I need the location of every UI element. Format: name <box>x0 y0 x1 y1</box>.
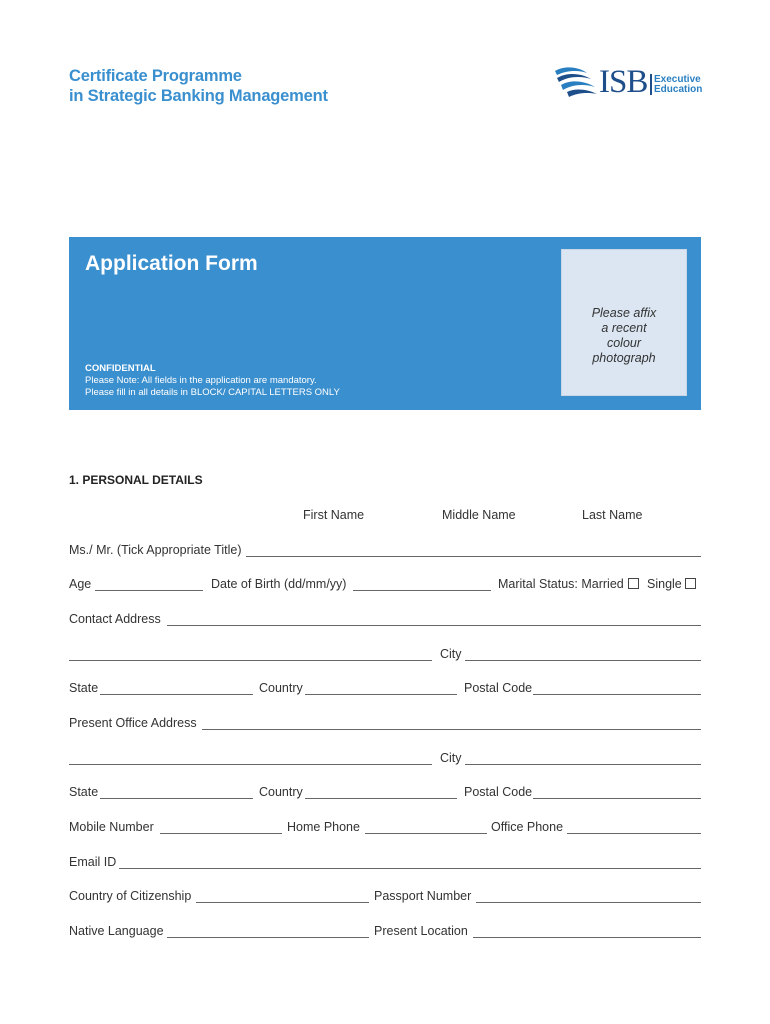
dob-field[interactable] <box>353 590 491 591</box>
office-state-row <box>69 785 701 803</box>
marital-status-label: Marital Status: Married <box>498 577 624 591</box>
email-row <box>69 855 701 873</box>
contact-state-row <box>69 681 701 699</box>
home-phone-field[interactable] <box>365 833 487 834</box>
confidential-note <box>85 363 340 399</box>
home-phone-label: Home Phone <box>287 820 360 834</box>
passport-number-label: Passport Number <box>374 889 472 903</box>
logo-divider <box>650 74 652 95</box>
citizenship-field[interactable] <box>196 902 369 903</box>
photo-instruction: Please affix a recent colour photograph <box>591 306 657 365</box>
dob-label: Date of Birth (dd/mm/yy) <box>211 577 347 591</box>
contact-country-label: Country <box>259 681 303 695</box>
programme-title-line1: Certificate Programme <box>69 67 242 85</box>
office-state-label: State <box>69 785 99 799</box>
confidential-label: CONFIDENTIAL <box>85 363 156 374</box>
contact-address-row <box>69 612 701 630</box>
native-language-field[interactable] <box>167 937 369 938</box>
capital-letters-note: Please fill in all details in BLOCK/ CAPITAL LETTERS ONLY <box>85 387 340 398</box>
contact-city-field[interactable] <box>465 660 701 661</box>
citizenship-row <box>69 889 701 907</box>
single-checkbox[interactable] <box>685 578 696 589</box>
contact-address-field[interactable] <box>167 625 701 626</box>
citizenship-label: Country of Citizenship <box>69 889 192 903</box>
first-name-header: First Name <box>303 508 365 522</box>
language-row <box>69 924 701 942</box>
office-postal-code-label: Postal Code <box>464 785 533 799</box>
title-label: Ms./ Mr. (Tick Appropriate Title) <box>69 543 242 557</box>
email-label: Email ID <box>69 855 117 869</box>
middle-name-header: Middle Name <box>442 508 516 522</box>
form-title: Application Form <box>85 252 258 275</box>
office-phone-field[interactable] <box>567 833 701 834</box>
isb-logo <box>553 63 703 103</box>
last-name-header: Last Name <box>582 508 643 522</box>
logo-subtitle <box>654 75 702 95</box>
contact-postal-code-label: Postal Code <box>464 681 533 695</box>
mobile-number-field[interactable] <box>160 833 282 834</box>
office-address-label: Present Office Address <box>69 716 197 730</box>
contact-address-label: Contact Address <box>69 612 161 626</box>
office-country-label: Country <box>259 785 303 799</box>
contact-country-field[interactable] <box>305 694 457 695</box>
photo-box <box>561 249 687 396</box>
passport-number-field[interactable] <box>476 902 701 903</box>
office-state-field[interactable] <box>100 798 253 799</box>
programme-title-line2: in Strategic Banking Management <box>69 87 328 105</box>
office-address-row <box>69 716 701 734</box>
age-label: Age <box>69 577 92 591</box>
logo-subtitle-line2: Education <box>654 84 703 95</box>
programme-title <box>69 66 328 106</box>
present-location-label: Present Location <box>374 924 468 938</box>
email-field[interactable] <box>119 868 701 869</box>
office-phone-label: Office Phone <box>491 820 564 834</box>
office-address-line2-field[interactable] <box>69 764 432 765</box>
application-banner <box>69 237 701 410</box>
mandatory-note: Please Note: All fields in the application are mandatory. <box>85 375 317 386</box>
single-label: Single <box>647 577 682 591</box>
mobile-number-label: Mobile Number <box>69 820 154 834</box>
contact-address-line2-field[interactable] <box>69 660 432 661</box>
native-language-label: Native Language <box>69 924 164 938</box>
age-row <box>69 577 701 595</box>
logo-subtitle-line1: Executive <box>654 74 701 85</box>
age-field[interactable] <box>95 590 203 591</box>
contact-state-field[interactable] <box>100 694 253 695</box>
present-location-field[interactable] <box>473 937 701 938</box>
logo-text: ISB <box>599 64 648 100</box>
title-row <box>69 543 701 561</box>
office-country-field[interactable] <box>305 798 457 799</box>
contact-city-label: City <box>440 647 462 661</box>
office-postal-code-field[interactable] <box>533 798 701 799</box>
name-field[interactable] <box>246 556 701 557</box>
office-city-field[interactable] <box>465 764 701 765</box>
contact-postal-code-field[interactable] <box>533 694 701 695</box>
contact-city-row <box>69 647 701 665</box>
married-checkbox[interactable] <box>628 578 639 589</box>
office-city-row <box>69 751 701 769</box>
section-title: 1. PERSONAL DETAILS <box>69 473 203 487</box>
wave-logo-icon <box>553 63 599 103</box>
contact-state-label: State <box>69 681 99 695</box>
phone-row <box>69 820 701 838</box>
office-address-field[interactable] <box>202 729 701 730</box>
office-city-label: City <box>440 751 462 765</box>
